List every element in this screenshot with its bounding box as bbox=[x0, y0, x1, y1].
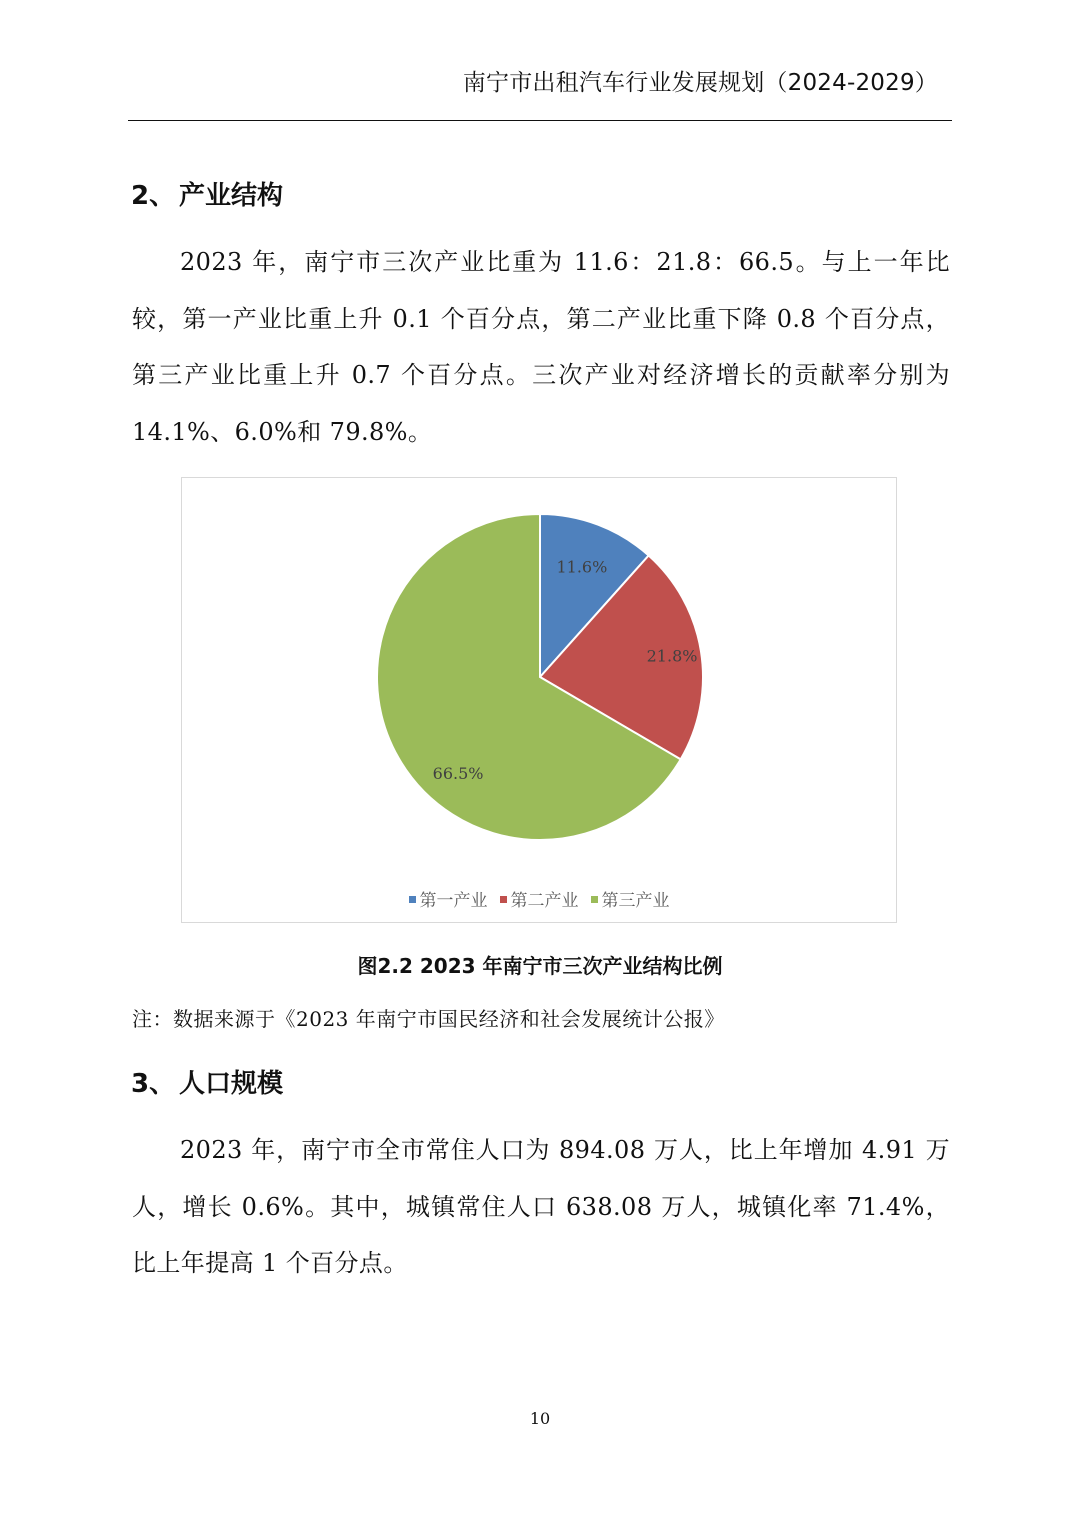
chart-legend bbox=[182, 886, 896, 911]
page-number: 10 bbox=[529, 1409, 551, 1428]
running-header-title: 南宁市出租汽车行业发展规划（2024-2029） bbox=[462, 70, 938, 96]
legend-swatch-2 bbox=[500, 896, 507, 903]
section-number: 2、 bbox=[131, 181, 176, 211]
pie-chart-figure bbox=[181, 477, 897, 923]
header-divider bbox=[128, 120, 952, 121]
paragraph-industry-structure: 2023 年，南宁市三次产业比重为 11.6：21.8：66.5。与上一年比较，第一产业比重上升 0.1 个百分点，第二产业比重下降 0.8 个百分点，第三产业比重上升 0.7 个百分点。三次产业对经济增长的贡献率分别为 14.1%、6.0%和 79.8%。 bbox=[132, 248, 950, 446]
section-title: 产业结构 bbox=[179, 181, 284, 211]
section-heading-industry bbox=[131, 175, 283, 212]
pie-chart bbox=[182, 478, 898, 924]
legend-swatch-3 bbox=[591, 896, 598, 903]
legend-item-3 bbox=[591, 886, 670, 911]
pie-slice-label-2: 21.8% bbox=[646, 646, 698, 666]
figure-caption: 图2.2 2023 年南宁市三次产业结构比例 bbox=[357, 954, 723, 978]
legend-item-2 bbox=[500, 886, 579, 911]
pie-slice-label-1: 11.6% bbox=[556, 557, 608, 577]
legend-label-1: 第一产业 bbox=[419, 891, 488, 911]
section-heading-population bbox=[131, 1063, 283, 1100]
legend-label-2: 第二产业 bbox=[510, 891, 579, 911]
figure-source-note: 注：数据来源于《2023 年南宁市国民经济和社会发展统计公报》 bbox=[132, 1007, 725, 1031]
legend-item-1 bbox=[409, 886, 488, 911]
section-number: 3、 bbox=[131, 1069, 176, 1099]
legend-swatch-1 bbox=[409, 896, 416, 903]
legend-label-3: 第三产业 bbox=[601, 891, 670, 911]
pie-slice-label-3: 66.5% bbox=[432, 764, 484, 784]
paragraph-population-scale: 2023 年，南宁市全市常住人口为 894.08 万人，比上年增加 4.91 万人，增长 0.6%。其中，城镇常住人口 638.08 万人，城镇化率 71.4%，比上年提高 1 个百分点。 bbox=[132, 1136, 950, 1277]
section-title: 人口规模 bbox=[179, 1069, 284, 1099]
